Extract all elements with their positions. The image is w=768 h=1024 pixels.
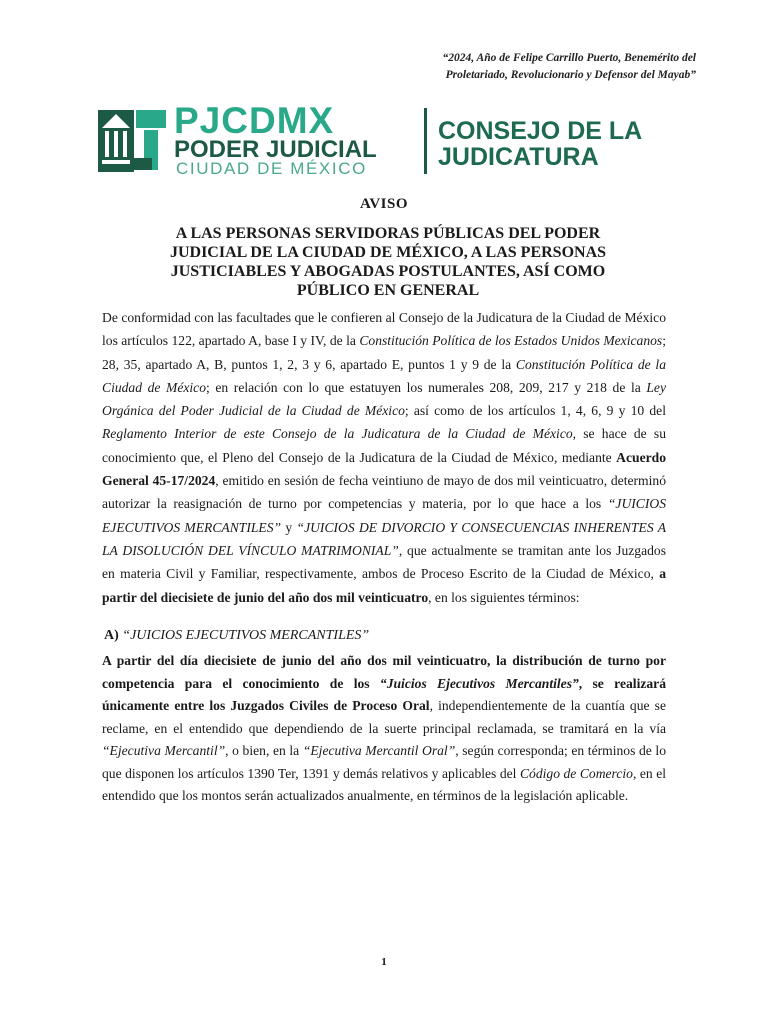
intro-paragraph	[102, 306, 666, 609]
p1-text: ; en relación con lo que estatuyen los numerales 208, 209, 217 y 218 de la	[206, 379, 647, 395]
notice-title: AVISO	[359, 196, 409, 212]
p2-text: , en el entendido que los montos serán actualizados anualmente, en términos de la legislación aplicable.	[102, 765, 667, 803]
p1-text: De conformidad con las facultades que le confieren al Consejo de la Judicatura de la Ciudad de México los artículos 122, apartado A, base I y IV, de la	[102, 310, 666, 349]
section-a-label: A)	[104, 628, 119, 643]
p1-agreement-number: Acuerdo General 45-17/2024	[102, 449, 666, 489]
p1-constitution-cdmx: Constitución Política de la Ciudad de México	[102, 356, 667, 395]
heading-line-2: JUDICIAL DE LA CIUDAD DE MÉXICO, A LAS PERSONAS	[169, 244, 607, 261]
heading-line-1: A LAS PERSONAS SERVIDORAS PÚBLICAS DEL PODER	[175, 225, 601, 242]
p2-commerce-code: Código de Comercio	[519, 765, 633, 781]
p1-case-type-divorce: “JUICIOS DE DIVORCIO Y CONSECUENCIAS INHERENTES A LA DISOLUCIÓN DEL VÍNCULO MATRIMONIAL”	[102, 519, 667, 558]
p2-text: , o bien, en la	[225, 743, 303, 758]
p2-text-bold: A partir del día diecisiete de junio del año dos mil veinticuatro, la distribución de turno por competencia para el conocimiento de los	[102, 653, 666, 691]
heading-line-3: JUSTICIABLES Y ABOGADAS POSTULANTES, ASÍ COMO	[170, 263, 606, 280]
p1-text: ; así como de los artículos 1, 4, 6, 9 y 10 del	[404, 403, 666, 419]
section-a-title: “JUICIOS EJECUTIVOS MERCANTILES”	[122, 628, 370, 643]
logo-acronym: PJCDMX	[174, 100, 335, 141]
page-number: 1	[381, 956, 387, 968]
p1-text: , se hace de su conocimiento que, el Pleno del Consejo de la Judicatura de la Ciudad de México, mediante	[102, 426, 666, 465]
council-line-2: JUDICATURA	[438, 143, 599, 171]
notice-heading	[120, 224, 656, 300]
pjcdmx-emblem-icon	[96, 106, 170, 176]
motto-line-1: “2024, Año de Felipe Carrillo Puerto, Benemérito del	[442, 52, 696, 64]
p1-constitution-federal: Constitución Política de los Estados Unidos Mexicanos	[359, 333, 663, 349]
section-a-paragraph	[102, 650, 666, 808]
p1-effective-date: a partir del diecisiete de junio del año dos mil veinticuatro	[102, 566, 666, 605]
section-a-heading	[104, 628, 369, 644]
p2-case-type: “Juicios Ejecutivos Mercantiles”	[379, 675, 579, 691]
p1-organic-law: Ley Orgánica del Poder Judicial de la Ciudad de México	[102, 379, 666, 419]
p1-text: , que actualmente se tramitan ante los Juzgados en materia Civil y Familiar, respectivamente, ambos de Proceso Escrito de la Ciudad de México,	[102, 542, 666, 582]
p1-internal-regulation: Reglamento Interior de este Consejo de la Judicatura de la Ciudad de México	[102, 426, 573, 442]
p2-text-bold: , se realizará únicamente entre los Juzgados Civiles de Proceso Oral	[102, 675, 667, 713]
p2-route-executive-oral: “Ejecutiva Mercantil Oral”	[302, 743, 456, 758]
council-name	[438, 118, 642, 170]
logo-name-line-1: PODER JUDICIAL	[174, 136, 377, 163]
p2-text: , según corresponda; en términos de lo que disponen los artículos 1390 Ter, 1391 y demás relativos y aplicables del	[102, 743, 666, 781]
p2-text: , independientemente de la cuantía que se reclame, en el entendido que dependiendo de la suerte principal reclamada, se tramitará en la vía	[102, 698, 666, 736]
council-line-1: CONSEJO DE LA	[438, 117, 643, 145]
p1-text: , en los siguientes términos:	[428, 589, 580, 605]
heading-line-4: PÚBLICO EN GENERAL	[296, 282, 480, 299]
logo-name-line-2: CIUDAD DE MÉXICO	[176, 159, 367, 178]
logo-divider	[424, 108, 427, 174]
motto-line-2: Proletariado, Revolucionario y Defensor del Mayab”	[445, 69, 696, 81]
institution-logo	[96, 100, 716, 178]
p1-text: y	[281, 519, 297, 535]
p2-route-executive: “Ejecutiva Mercantil”	[102, 743, 226, 758]
p1-text: , emitido en sesión de fecha veintiuno de mayo de dos mil veinticuatro, determinó autorizar la reasignación de turno por competencias y materia, por lo que hace a los	[102, 473, 666, 512]
p1-case-type-mercantile: “JUICIOS EJECUTIVOS MERCANTILES”	[102, 496, 666, 535]
year-motto	[336, 50, 696, 84]
p1-text: ; 28, 35, apartado A, B, puntos 1, 2, 3 y 6, apartado E, puntos 1 y 9 de la	[102, 333, 666, 372]
